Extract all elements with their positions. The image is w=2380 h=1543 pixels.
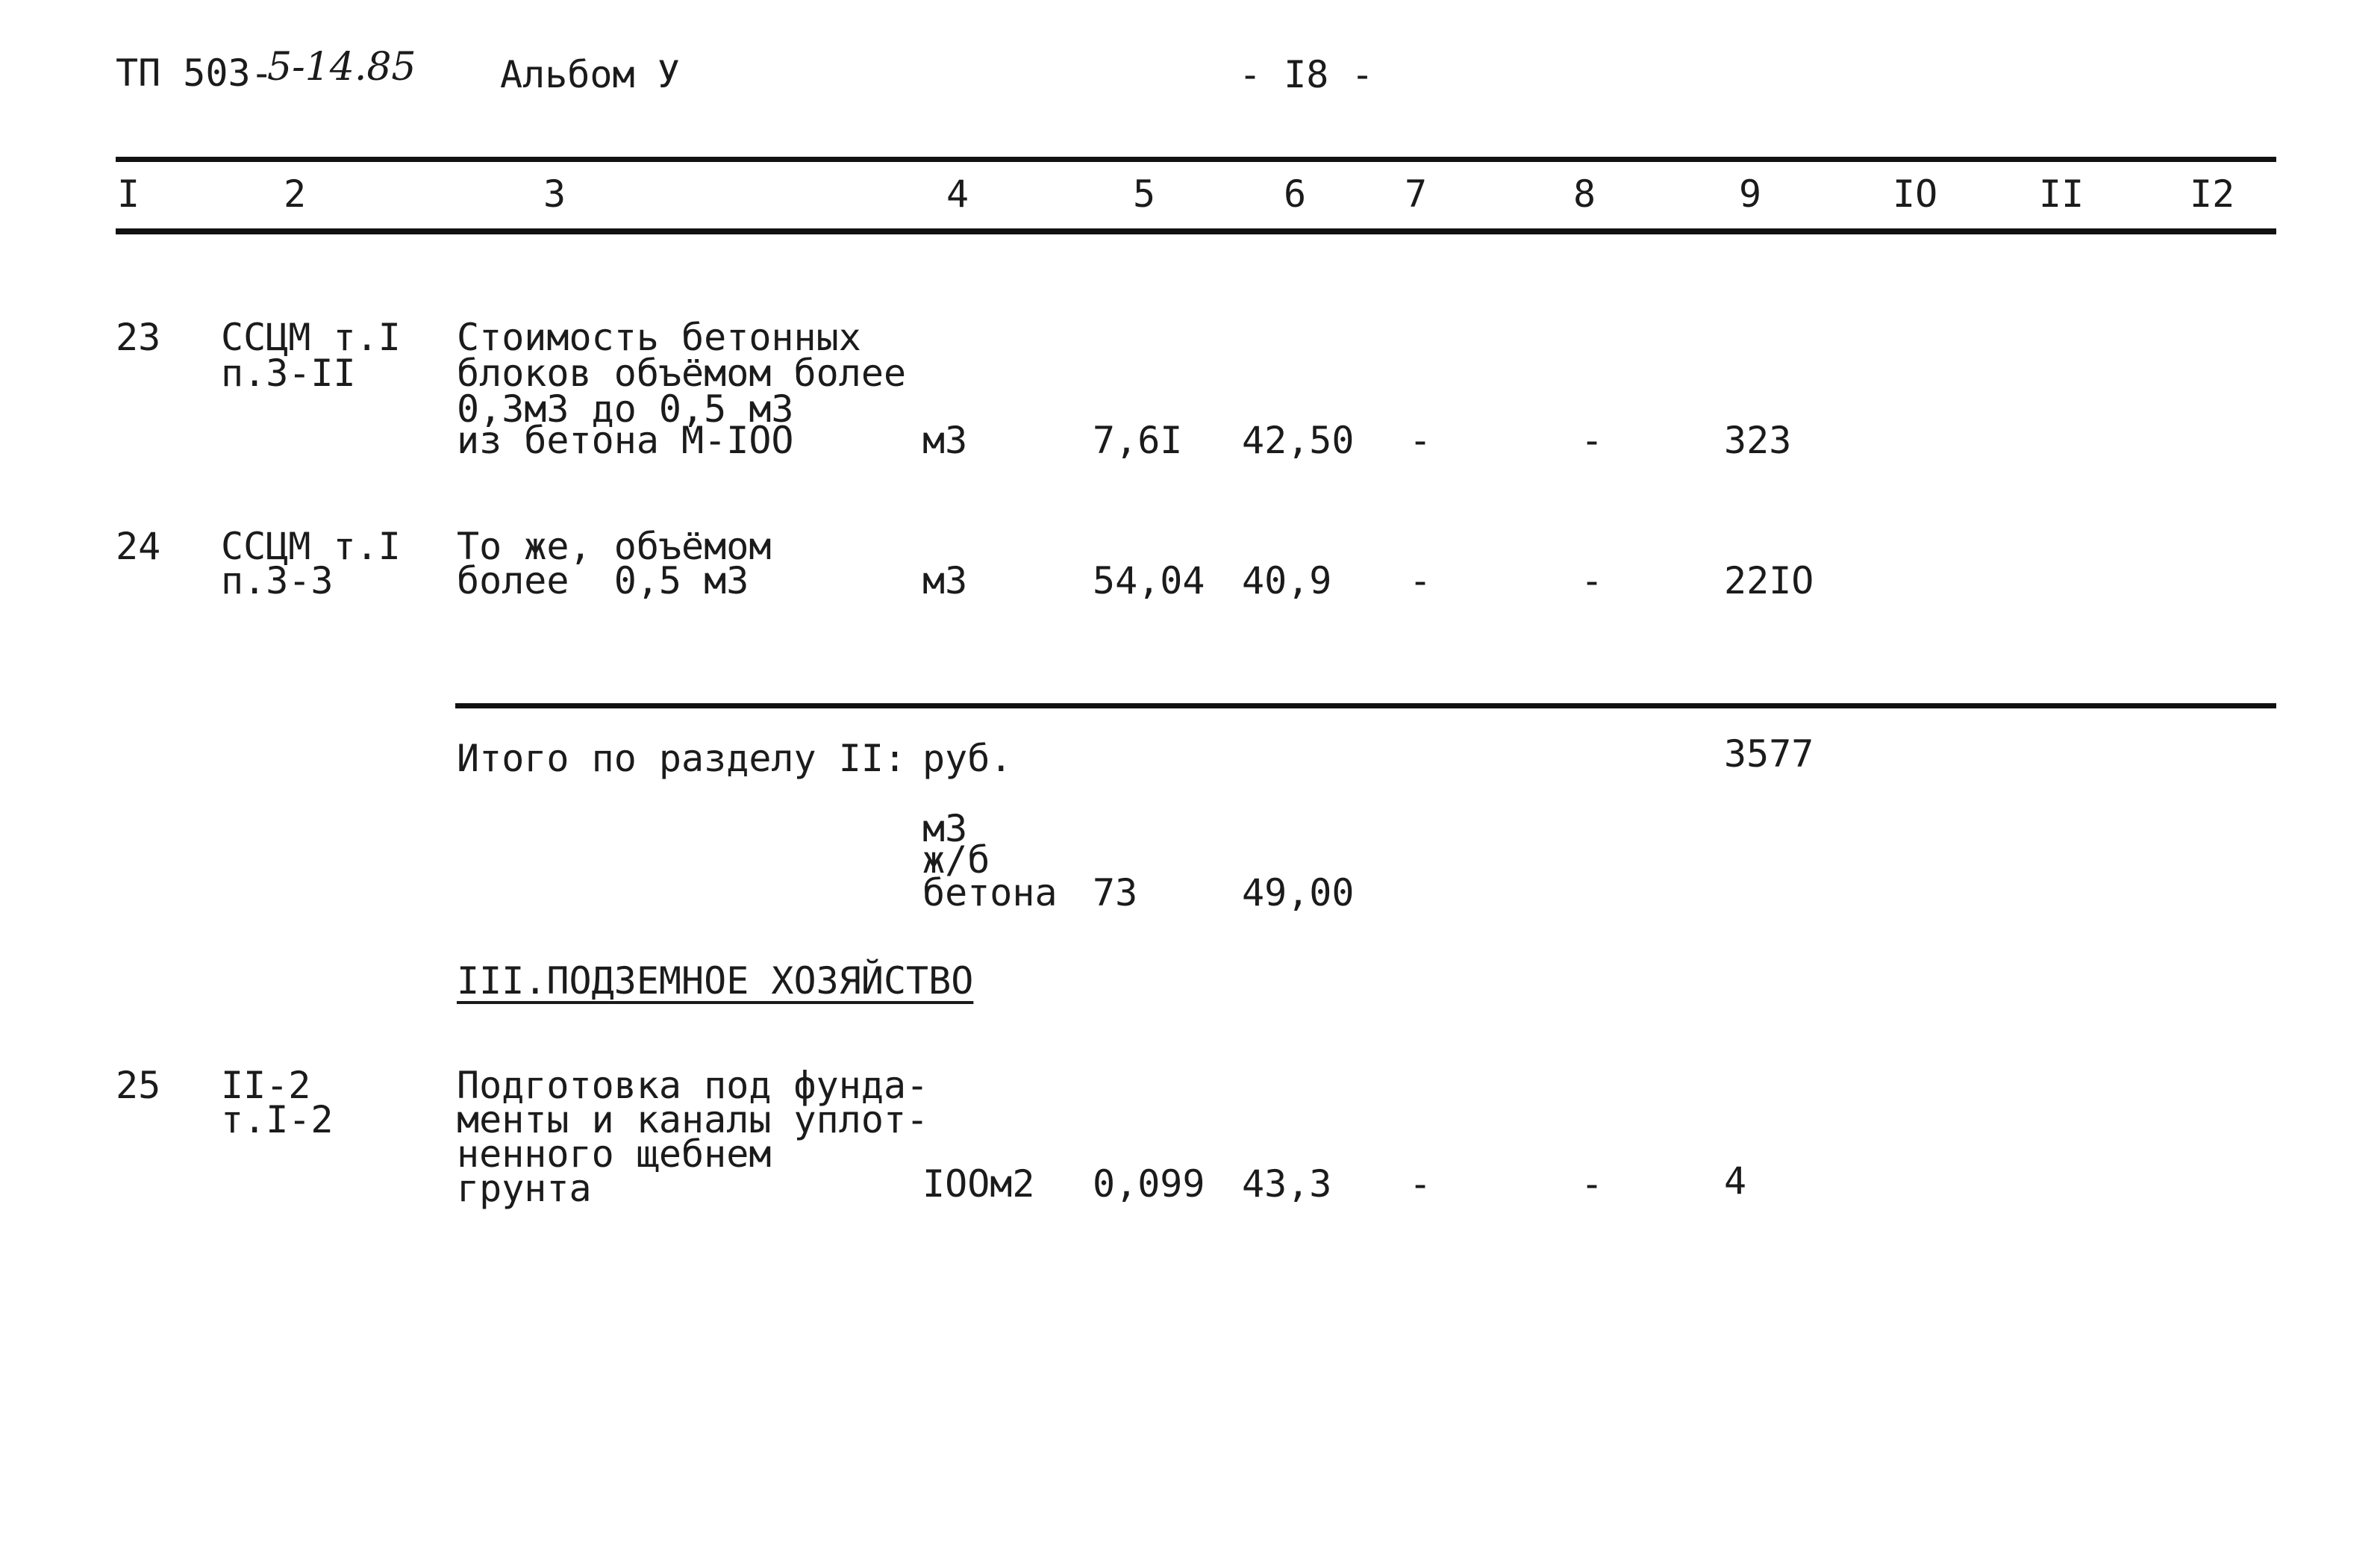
summary-unit-line: м3 bbox=[922, 807, 968, 850]
album-label: Альбом У bbox=[500, 53, 680, 96]
unit-cell: м3 bbox=[922, 419, 968, 462]
reference-line: т.I-2 bbox=[221, 1098, 334, 1141]
summary-concrete-qty: 73 bbox=[1093, 871, 1138, 914]
column-header: 8 bbox=[1573, 172, 1596, 216]
col7-cell: - bbox=[1409, 559, 1432, 602]
summary-unit-rub: руб. bbox=[922, 737, 1013, 780]
column-header: 9 bbox=[1739, 172, 1762, 216]
col8-cell: - bbox=[1581, 1162, 1604, 1206]
column-header: 7 bbox=[1405, 172, 1428, 216]
col8-cell: - bbox=[1581, 419, 1604, 462]
description-line: 0,3м3 до 0,5 м3 bbox=[457, 387, 794, 431]
price-cell: 40,9 bbox=[1242, 559, 1332, 602]
column-header: I2 bbox=[2190, 172, 2235, 216]
total-cell: 4 bbox=[1724, 1159, 1747, 1203]
description-line: грунта bbox=[457, 1167, 592, 1210]
price-cell: 42,50 bbox=[1242, 419, 1355, 462]
column-header: 4 bbox=[946, 172, 969, 216]
price-cell: 43,3 bbox=[1242, 1162, 1332, 1206]
reference-line: п.3-II bbox=[221, 352, 356, 395]
summary-concrete-price: 49,00 bbox=[1242, 871, 1355, 914]
unit-cell: м3 bbox=[922, 559, 968, 602]
quantity-cell: 0,099 bbox=[1093, 1162, 1205, 1206]
summary-unit-line: бетона bbox=[922, 871, 1058, 914]
quantity-cell: 54,04 bbox=[1093, 559, 1205, 602]
row-number: 23 bbox=[116, 316, 161, 359]
table-top-rule bbox=[116, 157, 2276, 162]
description-line: более 0,5 м3 bbox=[457, 559, 749, 602]
reference-line: ССЦМ т.I bbox=[221, 316, 401, 359]
column-header: I bbox=[117, 172, 140, 216]
row-number: 25 bbox=[116, 1064, 161, 1107]
summary-total-rub: 3577 bbox=[1724, 732, 1814, 776]
column-header: 6 bbox=[1284, 172, 1307, 216]
table-header-rule bbox=[116, 228, 2276, 234]
reference-line: II-2 bbox=[221, 1064, 311, 1107]
page-number: - I8 - bbox=[1239, 53, 1374, 96]
col7-cell: - bbox=[1409, 1162, 1432, 1206]
description-line: менты и каналы уплот- bbox=[457, 1098, 929, 1141]
document-code-handwritten: 5-14.85 bbox=[267, 45, 416, 90]
description-line: блоков объёмом более bbox=[457, 352, 907, 395]
column-header: II bbox=[2039, 172, 2084, 216]
description-line: Подготовка под фунда- bbox=[457, 1064, 929, 1107]
description-line: ненного щебнем bbox=[457, 1132, 772, 1176]
document-code: ТП 503- bbox=[116, 52, 273, 95]
column-header: 5 bbox=[1133, 172, 1156, 216]
col8-cell: - bbox=[1581, 559, 1604, 602]
summary-unit-line: ж/б bbox=[922, 838, 990, 882]
col7-cell: - bbox=[1409, 419, 1432, 462]
description-line: из бетона М-IOO bbox=[457, 419, 794, 462]
column-header: 3 bbox=[543, 172, 566, 216]
section-heading: III.ПОДЗЕМНОЕ ХОЗЯЙСТВО bbox=[457, 959, 974, 1003]
total-cell: 22IO bbox=[1724, 559, 1814, 602]
column-header: 2 bbox=[284, 172, 307, 216]
description-line: То же, объёмом bbox=[457, 525, 772, 568]
summary-rule bbox=[455, 703, 2276, 708]
summary-label: Итого по разделу II: bbox=[457, 737, 907, 780]
reference-line: п.3-3 bbox=[221, 559, 334, 602]
row-number: 24 bbox=[116, 525, 161, 568]
description-line: Стоимость бетонных bbox=[457, 316, 861, 359]
reference-line: ССЦМ т.I bbox=[221, 525, 401, 568]
unit-cell: IOOм2 bbox=[922, 1162, 1035, 1206]
column-header: IO bbox=[1893, 172, 1938, 216]
quantity-cell: 7,6I bbox=[1093, 419, 1183, 462]
total-cell: 323 bbox=[1724, 419, 1792, 462]
